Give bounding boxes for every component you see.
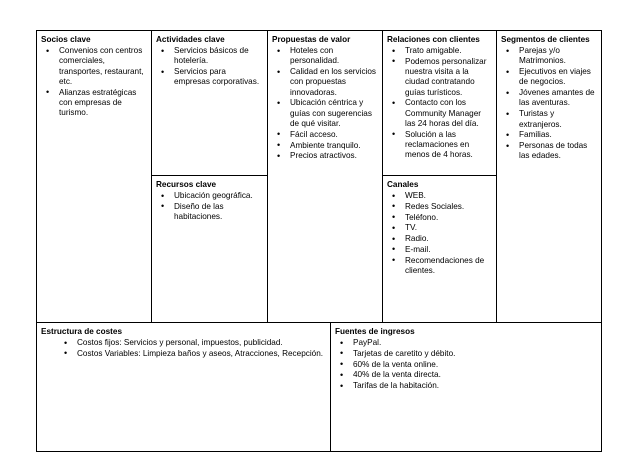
list-item: • Redes Sociales. xyxy=(405,202,492,212)
list-item: • Convenios con centros comerciales, transportes, restaurant, etc. xyxy=(59,46,147,87)
socios-clave-section xyxy=(37,31,151,322)
list-item: • Recomendaciones de clientes. xyxy=(405,256,492,277)
list-item: • Trato amigable. xyxy=(405,46,492,56)
estructura-costes-list xyxy=(41,338,326,359)
relaciones-clientes-section xyxy=(383,31,496,175)
list-item: • E-mail. xyxy=(405,245,492,255)
relaciones-clientes-list xyxy=(387,46,492,161)
list-item: • Ubicación céntrica y guías con sugerencias de qué visitar. xyxy=(290,98,378,129)
list-item: • 60% de la venta online. xyxy=(353,360,597,370)
list-item: • Fácil acceso. xyxy=(290,130,378,140)
recursos-clave-list xyxy=(156,191,263,222)
fuentes-ingresos-title: Fuentes de ingresos xyxy=(335,327,415,336)
list-item: • Tarjetas de caretito y débito. xyxy=(353,349,597,359)
list-item: • PayPal. xyxy=(353,338,597,348)
actividades-clave-section xyxy=(152,31,267,175)
segmentos-clientes-title: Segmentos de clientes xyxy=(501,35,590,44)
list-item: • Tarifas de la habitación. xyxy=(353,381,597,391)
list-item: • Solución a las reclamaciones en menos de 4 horas. xyxy=(405,130,492,161)
list-item: • TV. xyxy=(405,223,492,233)
list-item: • Contacto con los Community Manager las 24 horas del día. xyxy=(405,98,492,129)
list-item: • Parejas y/o Matrimonios. xyxy=(519,46,597,67)
list-item: • Familias. xyxy=(519,130,597,140)
list-item: • Ejecutivos en viajes de negocios. xyxy=(519,67,597,88)
list-item: • Alianzas estratégicas con empresas de turismo. xyxy=(59,88,147,119)
fuentes-ingresos-section xyxy=(331,323,601,451)
list-item: • Jóvenes amantes de las aventuras. xyxy=(519,88,597,109)
recursos-clave-section xyxy=(152,176,267,322)
list-item: • 40% de la venta directa. xyxy=(353,370,597,380)
estructura-costes-section xyxy=(37,323,330,451)
grid-line-right xyxy=(601,30,602,452)
propuestas-valor-title: Propuestas de valor xyxy=(272,35,351,44)
list-item: • Ubicación geográfica. xyxy=(174,191,263,201)
list-item: • Turistas y extranjeros. xyxy=(519,109,597,130)
fuentes-ingresos-list xyxy=(335,338,597,391)
list-item: • Radio. xyxy=(405,234,492,244)
segmentos-clientes-section xyxy=(497,31,601,322)
canales-title: Canales xyxy=(387,180,419,189)
list-item: • Servicios básicos de hotelería. xyxy=(174,46,263,67)
list-item: • Costos Variables: Limpieza baños y aseos, Atracciones, Recepción. xyxy=(77,349,326,359)
list-item: • Personas de todas las edades. xyxy=(519,141,597,162)
list-item: • Ambiente tranquilo. xyxy=(290,141,378,151)
socios-clave-title: Socios clave xyxy=(41,35,91,44)
recursos-clave-title: Recursos clave xyxy=(156,180,217,189)
list-item: • Podemos personalizar nuestra visita a la ciudad contratando guías turísticos. xyxy=(405,57,492,98)
list-item: • Diseño de las habitaciones. xyxy=(174,202,263,223)
propuestas-valor-section xyxy=(268,31,382,322)
canales-section xyxy=(383,176,496,322)
list-item: • Calidad en los servicios con propuestas innovadoras. xyxy=(290,67,378,98)
relaciones-clientes-title: Relaciones con clientes xyxy=(387,35,480,44)
list-item: • Teléfono. xyxy=(405,213,492,223)
list-item: • WEB. xyxy=(405,191,492,201)
segmentos-clientes-list xyxy=(501,46,597,162)
actividades-clave-list xyxy=(156,46,263,88)
canales-list xyxy=(387,191,492,276)
socios-clave-list xyxy=(41,46,147,119)
actividades-clave-title: Actividades clave xyxy=(156,35,225,44)
list-item: • Costos fijos: Servicios y personal, impuestos, publicidad. xyxy=(77,338,326,348)
list-item: • Precios atractivos. xyxy=(290,151,378,161)
propuestas-valor-list xyxy=(272,46,378,162)
list-item: • Servicios para empresas corporativas. xyxy=(174,67,263,88)
estructura-costes-title: Estructura de costes xyxy=(41,327,122,336)
list-item: • Hoteles con personalidad. xyxy=(290,46,378,67)
